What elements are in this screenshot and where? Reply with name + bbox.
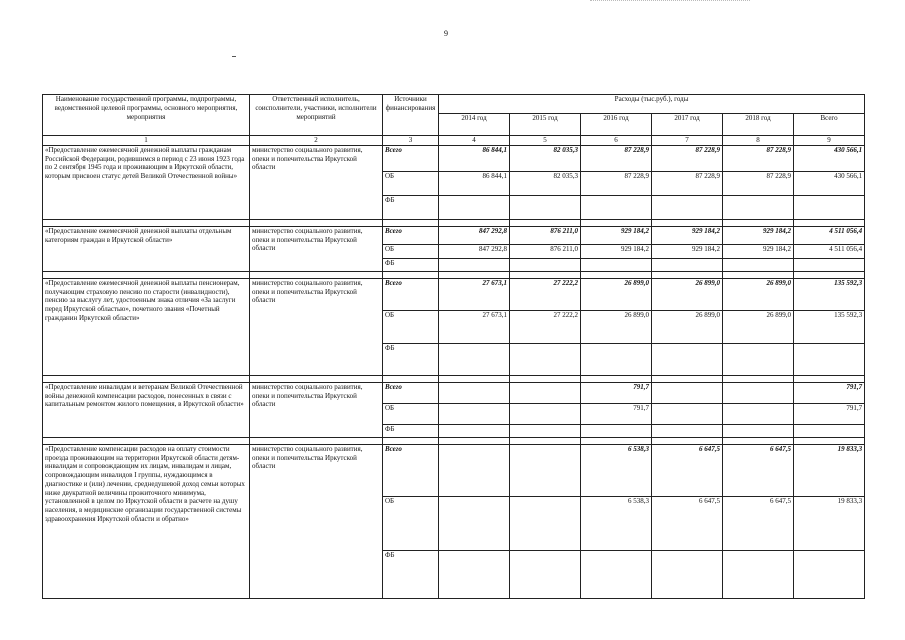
year-value: 929 184,2	[723, 244, 794, 258]
header-name: Наименование государственной программы, подпрограммы, ведомственной целевой программы, основного мероприятия, мероприятия	[43, 95, 250, 136]
total-value: 19 833,3	[794, 444, 865, 496]
funding-source: ОБ	[383, 310, 439, 343]
header-year: 2018 год	[723, 114, 794, 136]
year-value	[652, 550, 723, 598]
column-number: 8	[723, 136, 794, 146]
year-value	[510, 403, 581, 424]
funding-source: ФБ	[383, 343, 439, 375]
spacer-cell	[439, 437, 510, 444]
year-value	[510, 258, 581, 271]
year-value	[581, 550, 652, 598]
measure-name: «Предоставление ежемесячной денежной выплаты отдельным категориям граждан в Иркутской области»	[43, 226, 250, 271]
spacer-cell	[250, 437, 383, 444]
year-value: 929 184,2	[723, 226, 794, 244]
spacer-cell	[383, 437, 439, 444]
responsible-executor: министерство социального развития, опеки и попечительства Иркутской области	[250, 444, 383, 598]
funding-source: ОБ	[383, 171, 439, 195]
measure-name: «Предоставление ежемесячной денежной выплаты гражданам Российской Федерации, родившимся в период с 23 июня 1923 года по 2 сентября 1945 года и проживающим в Иркутской области, которым присвоен статус детей Великой Отечественной войны»	[43, 145, 250, 219]
year-value: 6 647,5	[723, 444, 794, 496]
year-value	[581, 195, 652, 219]
funding-source: Всего	[383, 444, 439, 496]
column-number: 3	[383, 136, 439, 146]
header-year: 2016 год	[581, 114, 652, 136]
total-value	[794, 550, 865, 598]
year-value: 929 184,2	[652, 226, 723, 244]
year-value	[510, 444, 581, 496]
header-expenses: Расходы (тыс.руб.), годы	[439, 95, 865, 114]
year-value	[439, 382, 510, 403]
spacer-cell	[581, 219, 652, 226]
year-value	[439, 343, 510, 375]
header-total: Всего	[794, 114, 865, 136]
funding-source: ФБ	[383, 195, 439, 219]
year-value: 6 538,3	[581, 444, 652, 496]
column-number-row	[43, 136, 865, 146]
year-value: 82 035,3	[510, 145, 581, 171]
spacer-cell	[510, 219, 581, 226]
spacer-cell	[383, 375, 439, 382]
total-value: 19 833,3	[794, 496, 865, 550]
year-value: 27 222,2	[510, 278, 581, 310]
year-value: 876 211,0	[510, 226, 581, 244]
table-row	[43, 382, 865, 403]
year-value	[652, 343, 723, 375]
funding-source: ФБ	[383, 258, 439, 271]
funding-source: Всего	[383, 145, 439, 171]
total-value: 4 511 056,4	[794, 244, 865, 258]
total-value: 430 566,1	[794, 145, 865, 171]
year-value: 87 228,9	[652, 171, 723, 195]
year-value	[723, 258, 794, 271]
page-number: 9	[444, 29, 448, 38]
year-value: 26 899,0	[652, 278, 723, 310]
year-value: 6 647,5	[723, 496, 794, 550]
year-value: 847 292,8	[439, 244, 510, 258]
year-value: 929 184,2	[581, 226, 652, 244]
spacer-cell	[439, 271, 510, 278]
spacer-cell	[723, 271, 794, 278]
year-value: 6 647,5	[652, 444, 723, 496]
year-value	[723, 550, 794, 598]
column-number: 6	[581, 136, 652, 146]
header-source: Источники финансирования	[383, 95, 439, 136]
table-row	[43, 278, 865, 310]
year-value	[510, 550, 581, 598]
year-value	[510, 343, 581, 375]
column-number: 5	[510, 136, 581, 146]
year-value	[723, 403, 794, 424]
spacer-cell	[250, 271, 383, 278]
spacer-cell	[439, 219, 510, 226]
column-number: 4	[439, 136, 510, 146]
measure-name: «Предоставление компенсации расходов на оплату стоимости проезда проживающим на территории Иркутской области детям-инвалидам и сопровождающим их лицам, инвалидам и лицам, сопровождающим инвалидов I группы, нуждающимся в диагностике и (или) лечении, среднедушевой доход семьи которых ниже двукратной величины прожиточного минимума, установленной в целом по Иркутской области в расчете на душу населения, в медицинские организации государственной системы здравоохранения Иркутской области и обратно»	[43, 444, 250, 598]
year-value: 26 899,0	[723, 278, 794, 310]
year-value: 791,7	[581, 403, 652, 424]
spacer-row	[43, 437, 865, 444]
year-value	[723, 382, 794, 403]
year-value	[439, 403, 510, 424]
year-value: 27 673,1	[439, 278, 510, 310]
header-year: 2015 год	[510, 114, 581, 136]
year-value: 87 228,9	[581, 145, 652, 171]
total-value: 4 511 056,4	[794, 226, 865, 244]
year-value	[439, 496, 510, 550]
budget-table	[42, 94, 865, 599]
header-row	[43, 95, 865, 114]
year-value	[652, 258, 723, 271]
responsible-executor: министерство социального развития, опеки и попечительства Иркутской области	[250, 145, 383, 219]
responsible-executor: министерство социального развития, опеки и попечительства Иркутской области	[250, 278, 383, 375]
header-year: 2014 год	[439, 114, 510, 136]
year-value: 791,7	[581, 382, 652, 403]
year-value	[581, 258, 652, 271]
year-value	[581, 424, 652, 437]
column-number: 1	[43, 136, 250, 146]
year-value: 87 228,9	[581, 171, 652, 195]
year-value	[723, 195, 794, 219]
scan-artifact	[590, 0, 750, 4]
spacer-cell	[723, 437, 794, 444]
spacer-row	[43, 219, 865, 226]
header-year: 2017 год	[652, 114, 723, 136]
spacer-cell	[652, 375, 723, 382]
year-value: 6 538,3	[581, 496, 652, 550]
spacer-cell	[581, 437, 652, 444]
column-number: 2	[250, 136, 383, 146]
year-value: 82 035,3	[510, 171, 581, 195]
scan-mark	[232, 56, 236, 57]
spacer-cell	[652, 437, 723, 444]
total-value: 135 592,3	[794, 310, 865, 343]
year-value: 847 292,8	[439, 226, 510, 244]
spacer-cell	[652, 219, 723, 226]
spacer-row	[43, 271, 865, 278]
spacer-cell	[439, 375, 510, 382]
funding-source: ОБ	[383, 496, 439, 550]
total-value: 430 566,1	[794, 171, 865, 195]
spacer-cell	[43, 437, 250, 444]
year-value	[510, 424, 581, 437]
spacer-cell	[510, 375, 581, 382]
spacer-cell	[250, 375, 383, 382]
year-value: 26 899,0	[652, 310, 723, 343]
total-value	[794, 343, 865, 375]
table-row	[43, 444, 865, 496]
table-row	[43, 145, 865, 171]
spacer-cell	[652, 271, 723, 278]
year-value: 27 222,2	[510, 310, 581, 343]
year-value: 26 899,0	[581, 310, 652, 343]
year-value	[510, 195, 581, 219]
responsible-executor: министерство социального развития, опеки и попечительства Иркутской области	[250, 382, 383, 437]
year-value	[652, 382, 723, 403]
year-value	[439, 550, 510, 598]
year-value	[652, 424, 723, 437]
year-value	[652, 195, 723, 219]
year-value	[439, 444, 510, 496]
year-value	[439, 195, 510, 219]
year-value: 876 211,0	[510, 244, 581, 258]
spacer-cell	[794, 271, 865, 278]
spacer-cell	[723, 375, 794, 382]
spacer-cell	[383, 219, 439, 226]
total-value	[794, 258, 865, 271]
spacer-cell	[794, 437, 865, 444]
year-value: 87 228,9	[652, 145, 723, 171]
total-value: 135 592,3	[794, 278, 865, 310]
funding-source: ФБ	[383, 424, 439, 437]
funding-source: Всего	[383, 226, 439, 244]
header-responsible: Ответственный исполнитель, соисполнители, участники, исполнители мероприятий	[250, 95, 383, 136]
year-value: 26 899,0	[581, 278, 652, 310]
year-value	[510, 496, 581, 550]
total-value: 791,7	[794, 403, 865, 424]
spacer-cell	[794, 375, 865, 382]
year-value	[652, 403, 723, 424]
measure-name: «Предоставление инвалидам и ветеранам Великой Отечественной войны денежной компенсации расходов, понесенных в связи с капитальным ремонтом жилого помещения, в Иркутской области»	[43, 382, 250, 437]
column-number: 9	[794, 136, 865, 146]
responsible-executor: министерство социального развития, опеки и попечительства Иркутской области	[250, 226, 383, 271]
spacer-cell	[510, 437, 581, 444]
spacer-cell	[383, 271, 439, 278]
year-value: 86 844,1	[439, 171, 510, 195]
year-value	[510, 382, 581, 403]
table-row	[43, 226, 865, 244]
funding-source: Всего	[383, 382, 439, 403]
column-number: 7	[652, 136, 723, 146]
spacer-cell	[43, 271, 250, 278]
year-value: 27 673,1	[439, 310, 510, 343]
year-value	[723, 424, 794, 437]
spacer-cell	[250, 219, 383, 226]
year-value: 87 228,9	[723, 171, 794, 195]
year-value	[439, 258, 510, 271]
year-value: 87 228,9	[723, 145, 794, 171]
spacer-cell	[794, 219, 865, 226]
year-value: 929 184,2	[581, 244, 652, 258]
funding-source: ОБ	[383, 244, 439, 258]
year-value	[581, 343, 652, 375]
total-value	[794, 195, 865, 219]
total-value	[794, 424, 865, 437]
spacer-cell	[43, 375, 250, 382]
funding-source: Всего	[383, 278, 439, 310]
total-value: 791,7	[794, 382, 865, 403]
year-value: 929 184,2	[652, 244, 723, 258]
spacer-cell	[723, 219, 794, 226]
measure-name: «Предоставление ежемесячной денежной выплаты пенсионерам, получающим страховую пенсию по старости (инвалидности), пенсию за выслугу лет, удостоенным знака отличия «За заслуги перед Иркутской областью», почетного звания «Почетный гражданин Иркутской области»	[43, 278, 250, 375]
year-value: 86 844,1	[439, 145, 510, 171]
spacer-cell	[581, 271, 652, 278]
funding-source: ОБ	[383, 403, 439, 424]
table-body	[43, 95, 865, 599]
spacer-cell	[43, 219, 250, 226]
year-value	[439, 424, 510, 437]
spacer-cell	[510, 271, 581, 278]
spacer-row	[43, 375, 865, 382]
funding-source: ФБ	[383, 550, 439, 598]
year-value	[723, 343, 794, 375]
spacer-cell	[581, 375, 652, 382]
year-value: 6 647,5	[652, 496, 723, 550]
year-value: 26 899,0	[723, 310, 794, 343]
